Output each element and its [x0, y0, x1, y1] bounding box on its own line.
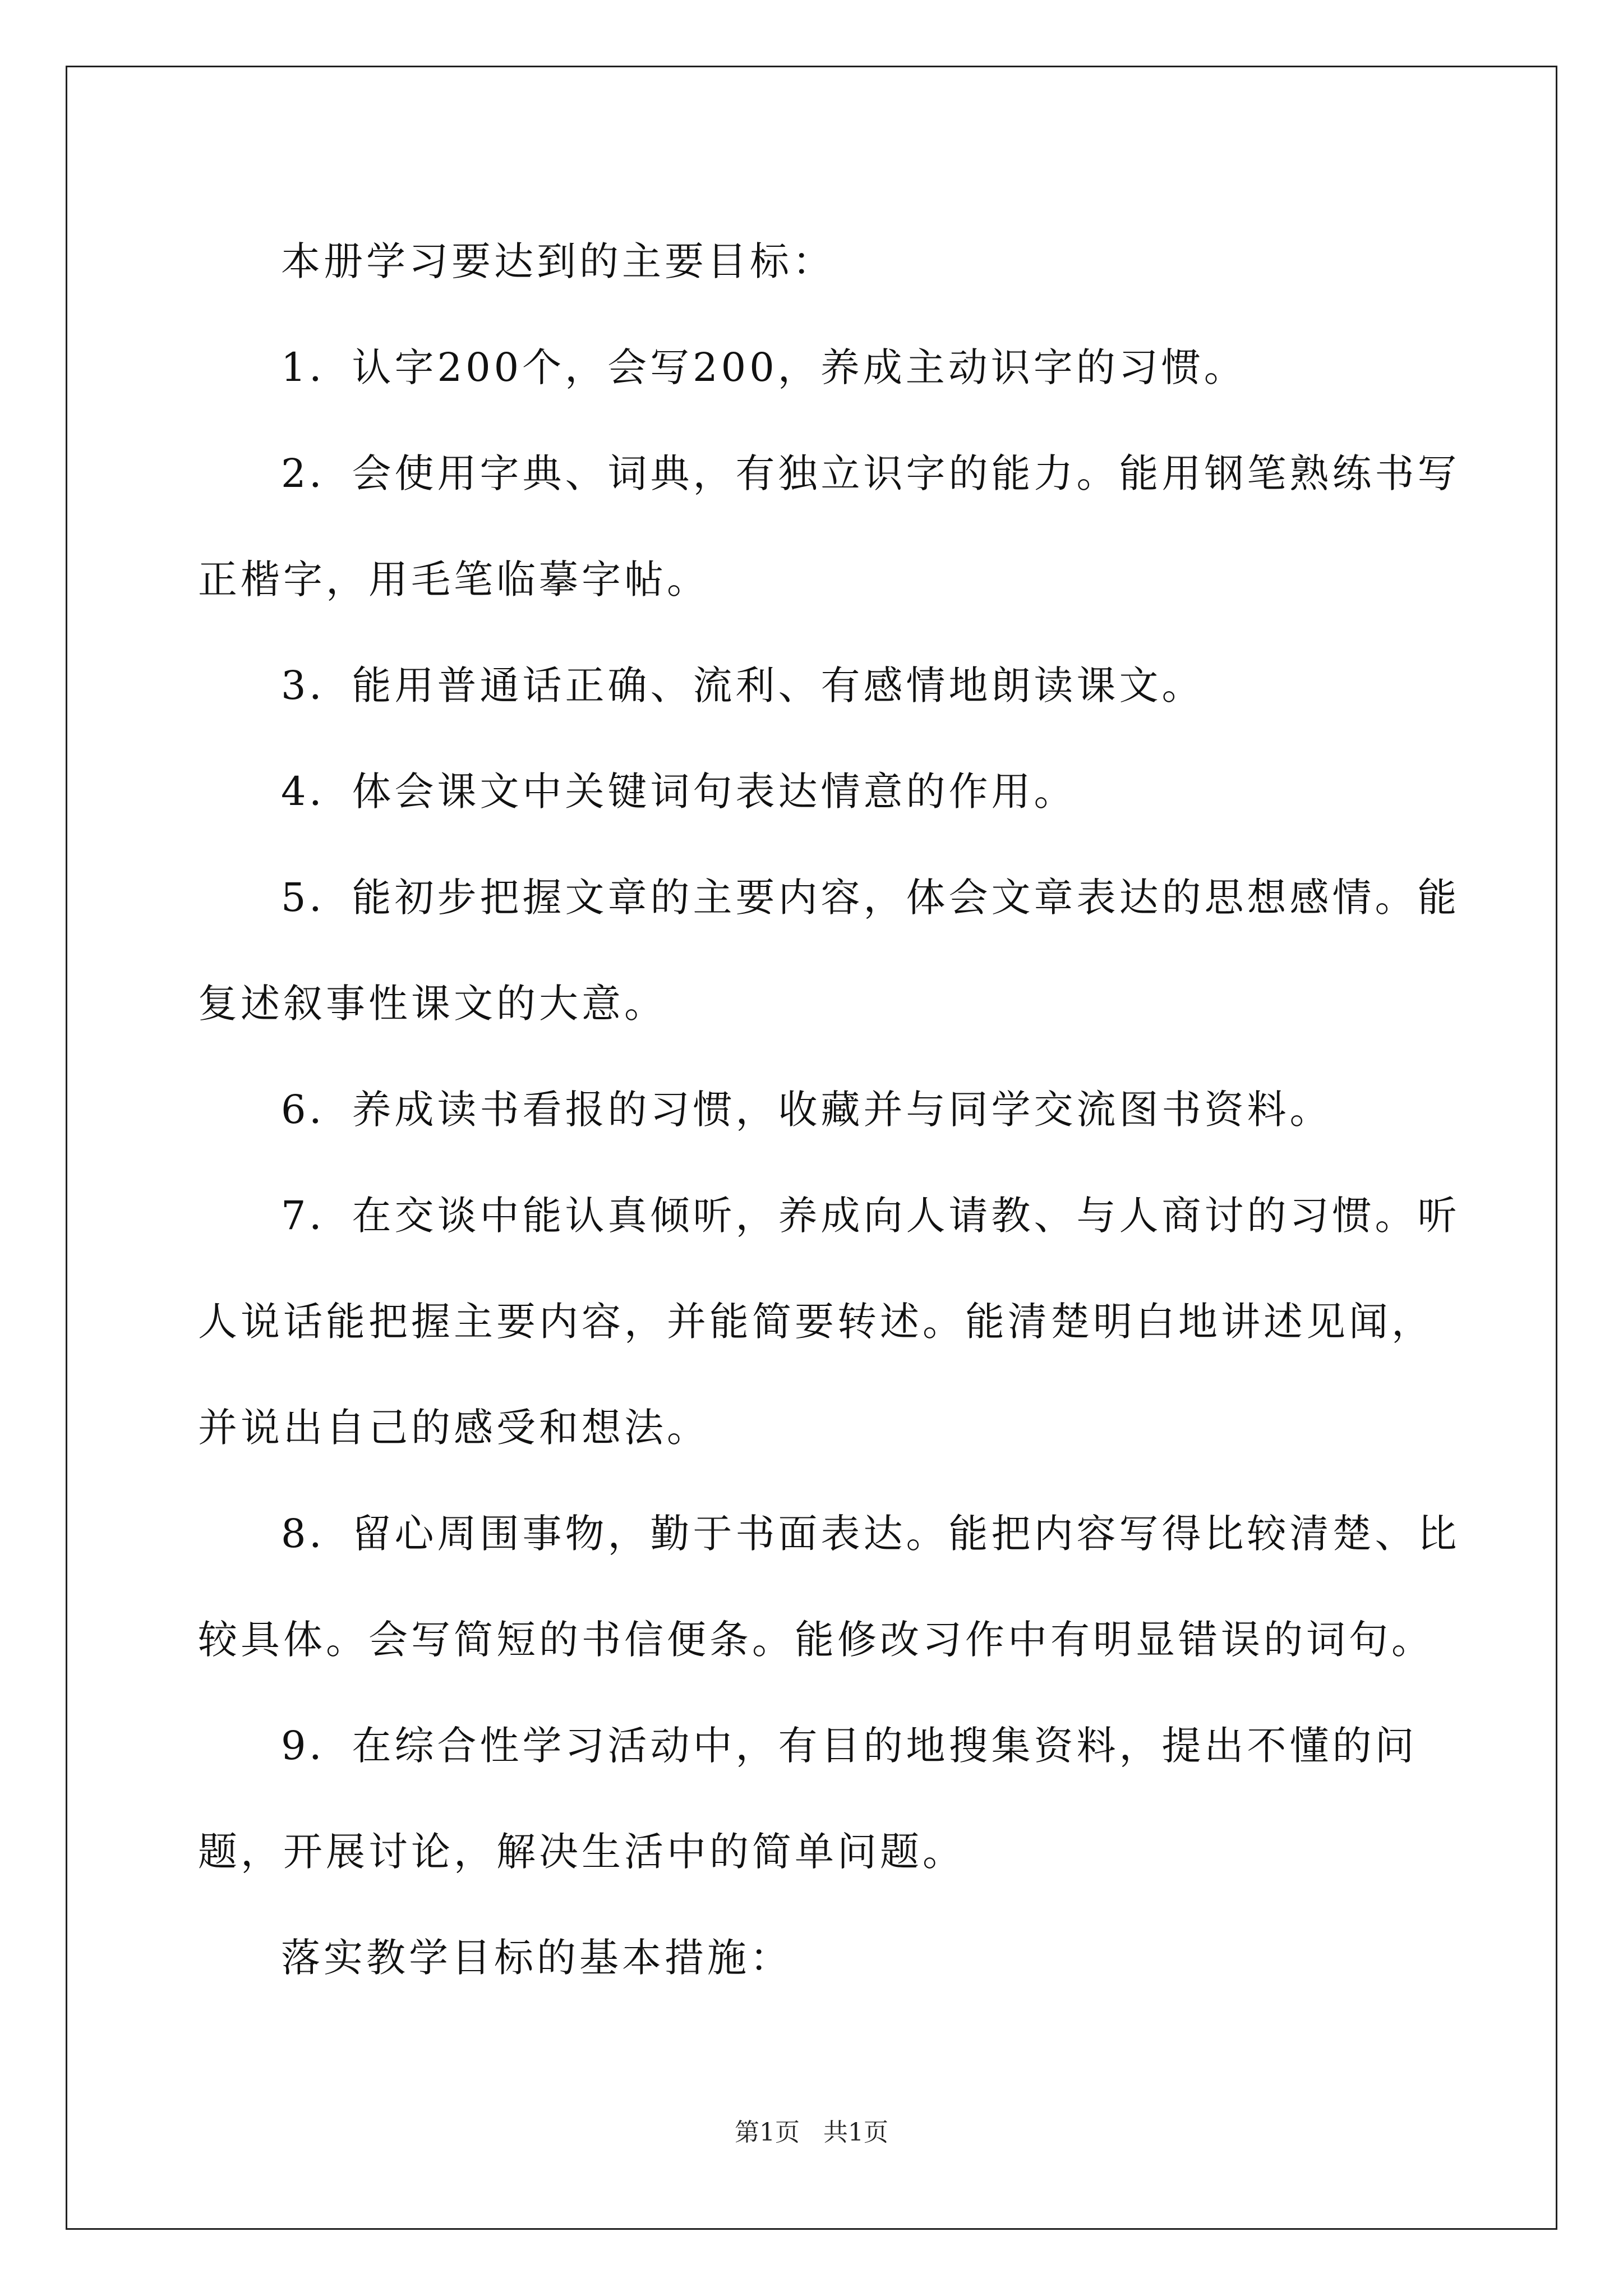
paragraph-heading-measures: 落实教学目标的基本措施： [281, 1935, 792, 1981]
paragraph-goal-9: 9．在综合性学习活动中，有目的地搜集资料，提出不懂的问题，开展讨论，解决生活中的简单问题。 [198, 1723, 1418, 1875]
paragraph-goal-1: 1．认字200个，会写200，养成主动识字的习惯。 [281, 344, 1247, 390]
paragraph-goal-3: 3．能用普通话正确、流利、有感情地朗读课文。 [281, 662, 1205, 708]
page-footer [0, 2116, 1623, 2150]
paragraph-goal-4: 4．体会课文中关键词句表达情意的作用。 [281, 769, 1077, 815]
paragraph-goal-2: 2．会使用字典、词典，有独立识字的能力。能用钢笔熟练书写正楷字，用毛笔临摹字帖。 [198, 450, 1460, 602]
page-total: 共1页 [823, 2118, 888, 2147]
page-number: 第1页 [735, 2118, 800, 2147]
paragraph-goal-5: 5．能初步把握文章的主要内容，体会文章表达的思想感情。能复述叙事性课文的大意。 [198, 875, 1460, 1027]
paragraph-heading-goals: 本册学习要达到的主要目标： [281, 238, 835, 284]
document-body [198, 209, 1465, 2011]
paragraph-goal-6: 6．养成读书看报的习惯，收藏并与同学交流图书资料。 [281, 1087, 1332, 1133]
paragraph-goal-7: 7．在交谈中能认真倾听，养成向人请教、与人商讨的习惯。听人说话能把握主要内容，并能简要转述。能清楚明白地讲述见闻，并说出自己的感受和想法。 [198, 1193, 1460, 1451]
paragraph-goal-8: 8．留心周围事物，勤于书面表达。能把内容写得比较清楚、比较具体。会写简短的书信便条。能修改习作中有明显错误的词句。 [198, 1511, 1460, 1663]
